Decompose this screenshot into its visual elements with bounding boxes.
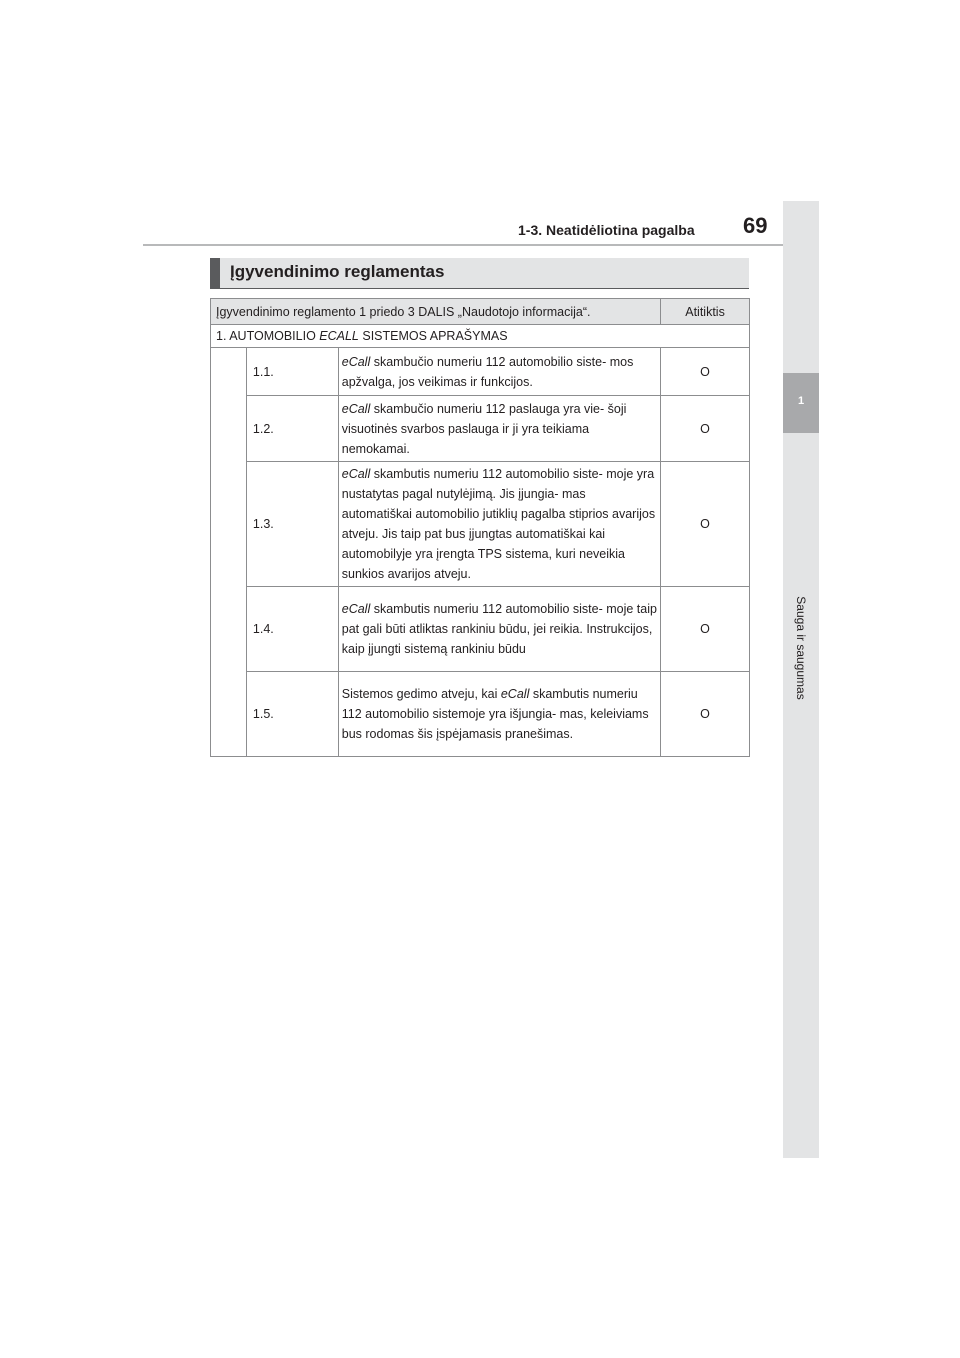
row-italic-mid: eCall <box>500 687 530 701</box>
indent-cell <box>211 348 247 757</box>
row-italic-lead: eCall <box>341 467 371 481</box>
row-conformity: O <box>661 348 750 396</box>
row-number: 1.5. <box>246 672 338 757</box>
table-row <box>211 462 750 587</box>
row-italic-lead: eCall <box>341 354 371 369</box>
regulation-table <box>210 298 750 757</box>
chapter-number: 1 <box>797 395 805 407</box>
row-text: skambutis numeriu 112 automobilio siste- moje yra nustatytas pagal nutylėjimą. Jis įjungia- mas automatiškai automobilio jutiklių pagalba stiprios avarijos atveju. Jis taip pat bus įjungtas automatiškai kai automobilyje yra įrengta TPS sistema, kuri neveikia sunkios avarijos atveju. <box>341 467 656 581</box>
page-number: 69 <box>743 213 768 238</box>
row-description <box>338 348 660 396</box>
table-header-conformity: Atitiktis <box>661 299 750 325</box>
section-title: Įgyvendinimo reglamentas <box>230 262 445 281</box>
row-description <box>338 462 660 587</box>
header-divider <box>143 244 783 246</box>
row-text-after: skambutis numeriu 112 automobilio sistemoje yra išjungia- mas, keleiviams bus rodomas šis įspėjamasis pranešimas. <box>341 687 649 741</box>
row-text-before: Sistemos gedimo atveju, kai <box>341 687 501 701</box>
table-row <box>211 396 750 462</box>
chapter-title: Sauga ir saugumas <box>794 596 808 700</box>
table-chapter-row <box>211 325 750 348</box>
table-row <box>211 587 750 672</box>
row-number: 1.3. <box>246 462 338 587</box>
table-row <box>211 348 750 396</box>
row-text: skambutis numeriu 112 automobilio siste- moje taip pat gali būti atliktas rankiniu būdu, jei reikia. Instrukcijos, kaip įjungti sistemą rankiniu būdu <box>341 602 657 656</box>
row-number: 1.4. <box>246 587 338 672</box>
row-description <box>338 396 660 462</box>
row-italic-lead: eCall <box>341 401 371 416</box>
row-description <box>338 587 660 672</box>
chapter-text-prefix: 1. AUTOMOBILIO <box>216 329 320 343</box>
row-conformity: O <box>661 462 750 587</box>
chapter-side-tab <box>783 201 819 1158</box>
header-section-title: 1-3. Neatidėliotina pagalba <box>518 222 695 238</box>
table-row <box>211 672 750 757</box>
page-header <box>143 205 783 245</box>
section-title-underline <box>210 288 749 289</box>
table-chapter-cell <box>211 325 750 348</box>
section-title-bar <box>210 258 749 288</box>
table-header-row <box>211 299 750 325</box>
row-italic-lead: eCall <box>341 602 371 616</box>
row-number: 1.1. <box>246 348 338 396</box>
row-number: 1.2. <box>246 396 338 462</box>
table-header-requirement: Įgyvendinimo reglamento 1 priedo 3 DALIS „Naudotojo informacija“. <box>211 299 661 325</box>
row-conformity: O <box>661 396 750 462</box>
chapter-text-suffix: SISTEMOS APRAŠYMAS <box>358 329 508 343</box>
row-conformity: O <box>661 672 750 757</box>
chapter-text-italic: ECALL <box>319 329 359 343</box>
row-description <box>338 672 660 757</box>
row-conformity: O <box>661 587 750 672</box>
row-text: skambučio numeriu 112 paslauga yra vie- šoji visuotinės svarbos paslauga ir ji yra teikiama nemokamai. <box>341 401 627 456</box>
row-text: skambučio numeriu 112 automobilio siste- mos apžvalga, jos veikimas ir funkcijos. <box>341 354 634 389</box>
